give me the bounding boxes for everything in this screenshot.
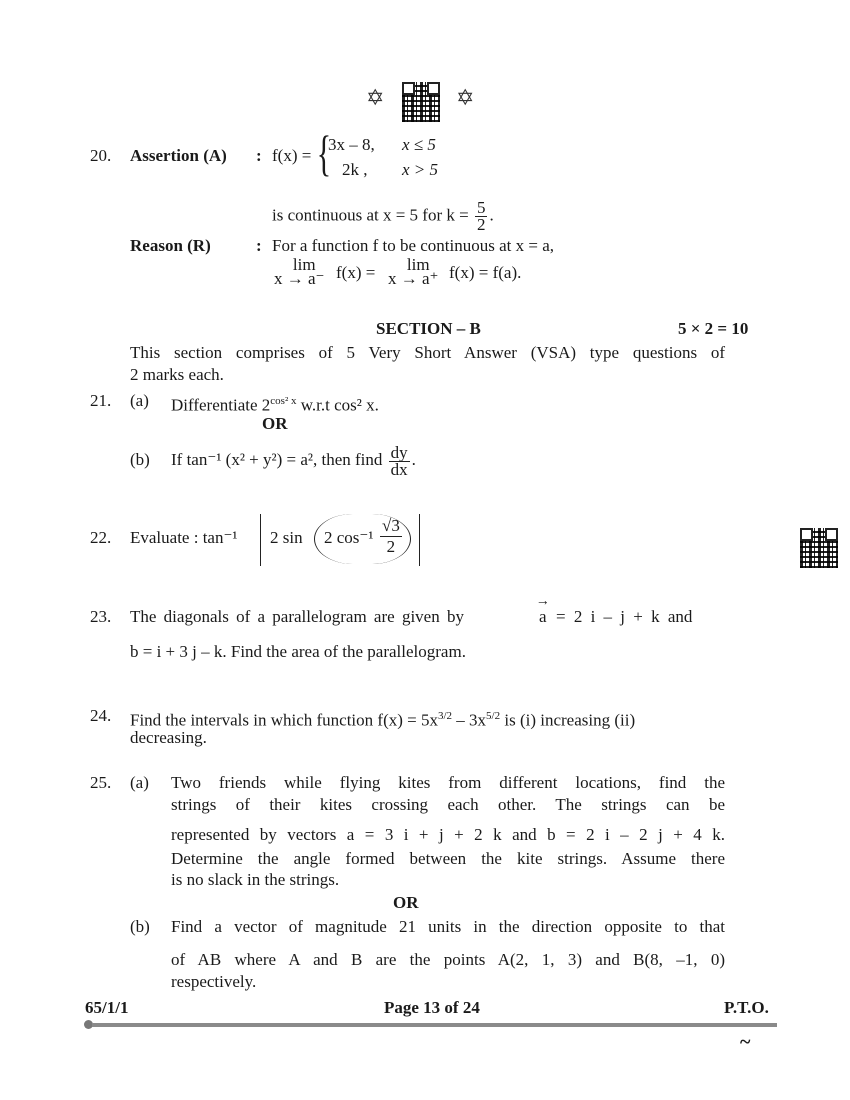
part-b: (b) [130,450,150,469]
q23-line1: The diagonals of a parallelogram are given by [130,607,464,626]
text: Find the area of the parallelogram. [230,642,466,661]
denominator: 2 [386,537,396,556]
text: is (i) increasing (ii) [504,710,636,730]
lim: lim [292,255,316,274]
q25a-line4: Determine the angle formed between the kite strings. Assume there [171,849,725,868]
page-number: Page 13 of 24 [384,998,480,1017]
section-marks: 5 × 2 = 10 [678,319,749,338]
sqrt3-fraction [378,516,404,557]
period: . [489,205,494,225]
numerator: dy [390,442,408,462]
lim: lim [406,255,430,274]
case1-cond: x ≤ 5 [402,135,436,154]
denominator: 2 [476,215,486,234]
section-title: SECTION – B [376,319,481,338]
qr-code-top [402,82,440,122]
limit-end: f(x) = f(a). [449,263,522,282]
part-a: (a) [130,773,149,792]
colon: : [256,236,262,255]
denominator: dx [390,459,408,479]
q25b-line3: respectively. [171,972,257,991]
q25a-line5: is no slack in the strings. [171,870,340,889]
question-number: 20. [90,146,112,165]
or-label: OR [262,414,288,433]
section-description: This section comprises of 5 Very Short Answer (VSA) type questions of [130,343,725,362]
numerator: 5 [476,198,486,217]
question-number: 25. [90,773,112,792]
question-number: 22. [90,528,112,547]
text: If tan⁻¹ (x² + y²) = a², then find [171,450,383,469]
inner-cos: 2 cos⁻¹ [324,528,374,547]
tilde-mark: ~ [740,1031,751,1053]
part-b: (b) [130,917,150,936]
text: – 3x [456,710,487,730]
question-number: 24. [90,706,112,725]
case1-expr: 3x – 8, [328,135,375,154]
continuity-statement: is continuous at x = 5 for k = [272,205,469,225]
text: Find the intervals in which function f(x) = 5x [130,710,438,730]
lim-sub: x → a⁻ [274,269,325,288]
exponent: 5/2 [486,710,501,722]
q22-text: Evaluate : tan⁻¹ [130,528,238,547]
q25a-line1: Two friends while flying kites from different locations, find the [171,773,725,792]
lim-sub: x → a⁺ [388,269,439,288]
limit-left [274,255,325,288]
brace-icon: { [316,125,332,181]
footer-rule [92,1023,777,1027]
q24-line2: decreasing. [130,728,207,747]
q23-line2 [130,642,466,662]
star-of-david-icon: ✡ [456,85,475,110]
exponent: 3/2 [437,710,453,722]
assertion-label: Assertion (A) [130,146,227,165]
q24-line1 [130,706,635,731]
q25b-line2: of AB where A and B are the points A(2, 1, 3) and B(8, –1, 0) [171,950,725,969]
inner-sin: 2 sin [270,528,303,547]
q25a-line3: represented by vectors a = 3 i + j + 2 k and b = 2 i – 2 j + 4 k. [171,825,725,844]
limit-mid: f(x) = [336,263,376,282]
qr-code-side [800,528,838,568]
paper-code: 65/1/1 [85,998,129,1017]
vector-a-expr: = 2 i – j + k and [556,607,693,626]
colon: : [256,146,262,165]
question-number: 21. [90,391,112,410]
numerator: √3 [382,516,400,535]
pto-label: P.T.O. [724,998,769,1017]
text: Differentiate 2 [171,395,271,415]
question-number: 23. [90,607,112,626]
limit-right [388,255,439,288]
q21a-text [171,391,379,416]
q25a-line2: strings of their kites crossing each other. The strings can be [171,795,725,814]
function-label: f(x) = [272,146,312,165]
reason-label: Reason (R) [130,236,211,255]
dy-dx-fraction [389,442,410,479]
q25b-line1: Find a vector of magnitude 21 units in the direction opposite to that [171,917,725,936]
continuity-text [272,200,494,233]
section-description-2: 2 marks each. [130,365,224,384]
star-of-david-icon: ✡ [366,85,385,110]
vector-a-symbol: → a [539,607,547,627]
k-fraction [475,200,488,233]
q21b-text: If tan⁻¹ (x² + y²) = a², then find $\frac{dy}{dx}$ . [171,442,416,479]
case2-expr: 2k , [342,160,368,179]
reason-text: For a function f to be continuous at x = a, [272,236,555,255]
vector-b-expr: b = i + 3 j – k. [130,642,227,661]
text: w.r.t cos² x. [300,395,379,415]
vector-a [539,607,547,627]
case2-cond: x > 5 [402,160,439,179]
exponent: cos² x [270,395,297,407]
or-label: OR [393,893,419,912]
part-a: (a) [130,391,149,410]
